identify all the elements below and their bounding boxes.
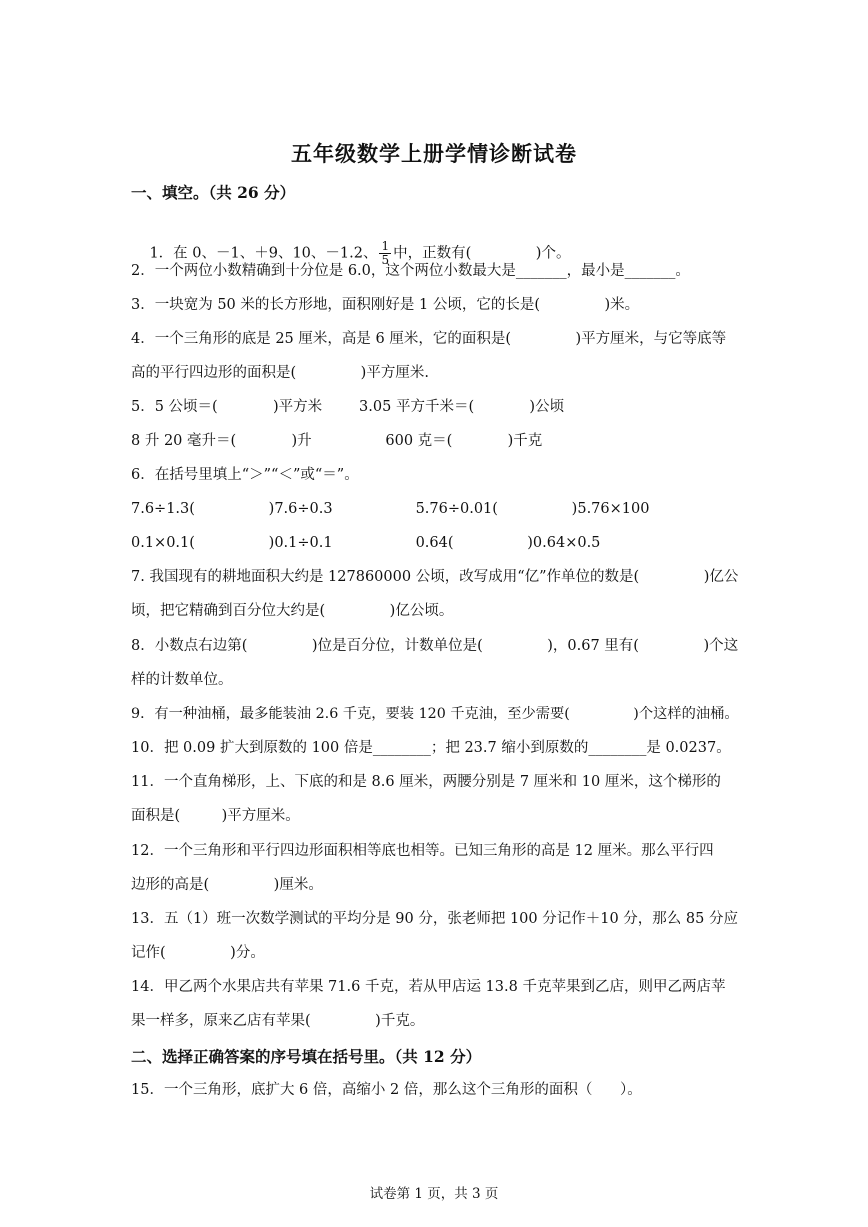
section-heading-fill-in: 一、填空。（共 26 分）	[131, 183, 296, 202]
question-1-text-before: 1．在 0、－1、＋9、10、－1.2、	[149, 245, 378, 262]
question-6-row-1: 7.6÷1.3( )7.6÷0.3 5.76÷0.01( )5.76×100	[131, 501, 650, 517]
question-8-line-1: 8．小数点右边第( )位是百分位，计数单位是( )，0.67 里有( )个这	[131, 638, 739, 654]
question-14-line-1: 14．甲乙两个水果店共有苹果 71.6 千克，若从甲店运 13.8 千克苹果到乙店，则甲乙两店苹	[131, 979, 726, 995]
question-15: 15．一个三角形，底扩大 6 倍，高缩小 2 倍，那么这个三角形的面积（ ）。	[131, 1082, 642, 1098]
question-12-line-2: 边形的高是( )厘米。	[131, 877, 323, 893]
question-6: 6．在括号里填上“＞”“＜”或“＝”。	[131, 467, 359, 483]
question-7-line-2: 顷，把它精确到百分位大约是( )亿公顷。	[131, 603, 454, 619]
question-13-line-2: 记作( )分。	[131, 945, 265, 961]
question-5-line-2: 8 升 20 毫升＝( )升 600 克＝( )千克	[131, 433, 543, 449]
question-6-row-2: 0.1×0.1( )0.1÷0.1 0.64( )0.64×0.5	[131, 535, 601, 551]
question-11-line-2: 面积是( )平方厘米。	[131, 808, 300, 824]
question-4-line-1: 4．一个三角形的底是 25 厘米，高是 6 厘米，它的面积是( )平方厘米，与它等底等	[131, 331, 727, 347]
question-10: 10．把 0.09 扩大到原数的 100 倍是________；把 23.7 缩小到原数的________是 0.0237。	[131, 740, 731, 756]
section-heading-multiple-choice: 二、选择正确答案的序号填在括号里。（共 12 分）	[131, 1047, 482, 1066]
question-11-line-1: 11．一个直角梯形，上、下底的和是 8.6 厘米，两腰分别是 7 厘米和 10 厘米，这个梯形的	[131, 774, 721, 790]
question-4-line-2: 高的平行四边形的面积是( )平方厘米.	[131, 365, 429, 381]
question-7-line-1: 7. 我国现有的耕地面积大约是 127860000 公顷，改写成用“亿”作单位的数是( )亿公	[131, 569, 739, 585]
fraction-numerator: 1	[381, 239, 390, 253]
question-13-line-1: 13．五（1）班一次数学测试的平均分是 90 分，张老师把 100 分记作＋10 分，那么 85 分应	[131, 911, 738, 927]
question-1	[131, 220, 571, 267]
question-2: 2．一个两位小数精确到十分位是 6.0，这个两位小数最大是_______，最小是_______。	[131, 263, 690, 279]
question-12-line-1: 12．一个三角形和平行四边形面积相等底也相等。已知三角形的高是 12 厘米。那么平行四	[131, 843, 714, 859]
question-14-line-2: 果一样多，原来乙店有苹果( )千克。	[131, 1013, 425, 1029]
page-footer: 试卷第 1 页，共 3 页	[369, 1186, 499, 1202]
question-8-line-2: 样的计数单位。	[131, 672, 233, 688]
question-5-line-1: 5．5 公顷＝( )平方米 3.05 平方千米＝( )公顷	[131, 399, 565, 415]
question-3: 3．一块宽为 50 米的长方形地，面积刚好是 1 公顷，它的长是( )米。	[131, 297, 640, 313]
fraction-denominator: 5	[381, 253, 390, 267]
question-9: 9．有一种油桶，最多能装油 2.6 千克，要装 120 千克油，至少需要( )个这样的油桶。	[131, 706, 739, 722]
question-1-text-after: 中，正数有( )个。	[393, 245, 571, 262]
page-title: 五年级数学上册学情诊断试卷	[291, 141, 577, 166]
